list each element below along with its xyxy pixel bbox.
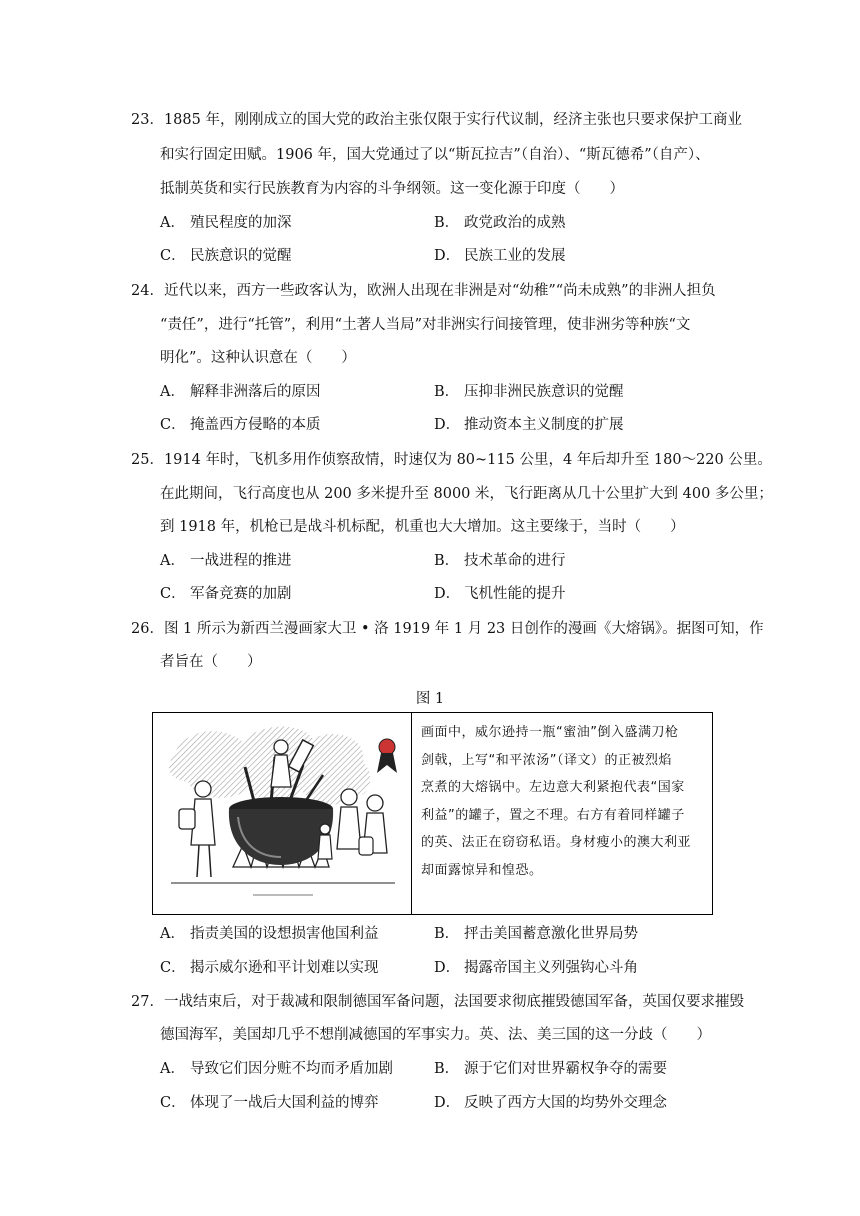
- option-letter: D．: [434, 248, 461, 264]
- option-text: 体现了一战后大国利益的博弈: [190, 1095, 379, 1111]
- option-b[interactable]: [434, 552, 566, 570]
- option-c[interactable]: [160, 416, 321, 434]
- option-letter: C．: [160, 586, 186, 602]
- question-stem-line: 27．一战结束后，对于裁减和限制德国军备问题，法国要求彻底摧毁德国军备，英国仅要求摧毁: [131, 994, 744, 1010]
- question-stem-line: 和实行固定田赋。1906 年，国大党通过了以“斯瓦拉吉”（自治）、“斯瓦德希”（自产）、: [160, 147, 710, 163]
- option-letter: C．: [160, 417, 186, 433]
- option-a[interactable]: [160, 1060, 393, 1078]
- option-text: 掩盖西方侵略的本质: [190, 417, 321, 433]
- question-stem-line: 在此期间，飞行高度也从 200 多米提升至 8000 米，飞行距离从几十公里扩大到 400 多公里；: [160, 486, 773, 502]
- option-letter: A．: [160, 384, 185, 400]
- option-text: 指责美国的设想损害他国利益: [190, 926, 379, 942]
- option-d[interactable]: [434, 959, 638, 977]
- option-text: 压抑非洲民族意识的觉醒: [464, 384, 624, 400]
- question-stem-line: 抵制英货和实行民族教育为内容的斗争纲领。这一变化源于印度（ ）: [160, 181, 624, 197]
- option-text: 推动资本主义制度的扩展: [464, 417, 624, 433]
- figure-caption: 图 1: [415, 691, 445, 707]
- option-letter: A．: [160, 1061, 185, 1077]
- option-letter: B．: [434, 553, 460, 569]
- option-text: 揭露帝国主义列强钩心斗角: [464, 960, 638, 976]
- option-text: 反映了西方大国的均势外交理念: [464, 1095, 667, 1111]
- question-stem-line: 26．图 1 所示为新西兰漫画家大卫 • 洛 1919 年 1 月 23 日创作的漫画《大熔锅》。据图可知，作: [131, 621, 764, 637]
- question-stem-line: 23．1885 年，刚刚成立的国大党的政治主张仅限于实行代议制，经济主张也只要求保护工商业: [131, 112, 742, 128]
- figure-description-line: 利益”的罐子，置之不理。右方有着同样罐子: [421, 807, 685, 823]
- figure-description-line: 剑戟，上写“和平浓汤”（译文）的正被烈焰: [421, 752, 672, 768]
- option-letter: A．: [160, 926, 185, 942]
- option-text: 解释非洲落后的原因: [190, 384, 321, 400]
- figure-1: [152, 712, 713, 915]
- option-letter: B．: [434, 215, 460, 231]
- option-text: 军备竞赛的加剧: [190, 586, 292, 602]
- option-a[interactable]: [160, 552, 292, 570]
- option-text: 一战进程的推进: [190, 553, 292, 569]
- figure-description-line: 画面中，威尔逊持一瓶“蜜油”倒入盛满刀枪: [421, 725, 679, 740]
- option-text: 飞机性能的提升: [464, 586, 566, 602]
- option-letter: A．: [160, 215, 185, 231]
- option-b[interactable]: [434, 1060, 667, 1078]
- option-b[interactable]: [434, 925, 638, 943]
- option-d[interactable]: [434, 585, 566, 603]
- option-d[interactable]: [434, 416, 624, 434]
- option-text: 导致它们因分赃不均而矛盾加剧: [190, 1061, 393, 1077]
- option-letter: B．: [434, 1061, 460, 1077]
- option-a[interactable]: [160, 214, 292, 232]
- option-letter: A．: [160, 553, 185, 569]
- figure-description-line: 的英、法正在窃窃私语。身材瘦小的澳大利亚: [421, 835, 692, 850]
- option-text: 殖民程度的加深: [190, 215, 292, 231]
- option-letter: C．: [160, 248, 186, 264]
- question-stem-line: 德国海军，美国却几乎不想削减德国的军事实力。英、法、美三国的这一分歧（ ）: [160, 1027, 711, 1043]
- option-b[interactable]: [434, 214, 566, 232]
- cartoon-image: [163, 717, 403, 909]
- figure-description-line: 却面露惊异和惶恐。: [421, 862, 543, 878]
- option-text: 技术革命的进行: [464, 553, 566, 569]
- question-stem-line: 24．近代以来，西方一些政客认为，欧洲人出现在非洲是对“幼稚”“尚未成熟”的非洲人担负: [131, 283, 716, 299]
- figure-description-line: 烹煮的大熔锅中。左边意大利紧抱代表“国家: [421, 780, 685, 795]
- option-text: 政党政治的成熟: [464, 215, 566, 231]
- figure-divider: [411, 713, 412, 914]
- option-text: 源于它们对世界霸权争夺的需要: [464, 1061, 667, 1077]
- option-letter: C．: [160, 1095, 186, 1111]
- option-c[interactable]: [160, 247, 292, 265]
- option-letter: D．: [434, 586, 461, 602]
- question-stem-line: 明化”。这种认识意在（ ）: [160, 350, 356, 366]
- option-c[interactable]: [160, 959, 379, 977]
- question-stem-line: 者旨在（ ）: [160, 654, 262, 670]
- option-b[interactable]: [434, 383, 624, 401]
- figure-description: [421, 719, 707, 884]
- question-stem-line: 到 1918 年，机枪已是战斗机标配，机重也大大增加。这主要缘于，当时（ ）: [160, 519, 685, 535]
- option-letter: D．: [434, 960, 461, 976]
- option-text: 揭示威尔逊和平计划难以实现: [190, 960, 379, 976]
- option-a[interactable]: [160, 925, 379, 943]
- option-letter: D．: [434, 1095, 461, 1111]
- option-text: 民族意识的觉醒: [190, 248, 292, 264]
- option-letter: D．: [434, 417, 461, 433]
- question-stem-line: “责任”，进行“托管”，利用“土著人当局”对非洲实行间接管理，使非洲劣等种族“文: [160, 317, 691, 333]
- option-letter: B．: [434, 926, 460, 942]
- option-letter: B．: [434, 384, 460, 400]
- option-d[interactable]: [434, 1094, 667, 1112]
- option-letter: C．: [160, 960, 186, 976]
- option-d[interactable]: [434, 247, 566, 265]
- option-c[interactable]: [160, 1094, 379, 1112]
- option-a[interactable]: [160, 383, 321, 401]
- option-text: 民族工业的发展: [464, 248, 566, 264]
- question-stem-line: 25．1914 年时，飞机多用作侦察敌情，时速仅为 80~115 公里，4 年后却升至 180～220 公里。: [131, 452, 772, 468]
- option-c[interactable]: [160, 585, 292, 603]
- option-text: 抨击美国蓄意激化世界局势: [464, 926, 638, 942]
